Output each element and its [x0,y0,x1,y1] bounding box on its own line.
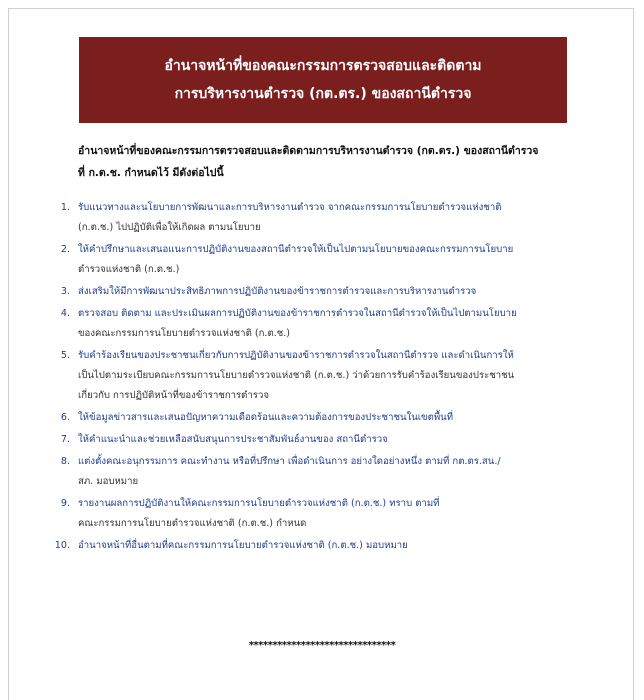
duty-number: 4. [60,308,70,319]
intro-paragraph [78,140,578,184]
duty-text [78,452,586,492]
duty-text-line: รับแนวทางและนโยบายการพัฒนาและการบริหารงานตำรวจ จากคณะกรรมการนโยบายตำรวจแห่งชาติ [78,202,502,213]
duty-item [46,198,586,238]
end-separator: ******************************* [248,640,396,651]
duty-text [78,282,586,302]
duty-text-line: รับคำร้องเรียนของประชาชนเกี่ยวกับการปฏิบัติงานของข้าราชการตำรวจในสถานีตำรวจ และดำเนินการให้ [78,350,514,361]
duty-item [46,408,586,428]
duty-text-line: ส่งเสริมให้มีการพัฒนาประสิทธิภาพการปฏิบัติงานของข้าราชการตำรวจและการบริหารงานตำรวจ [78,286,477,297]
duty-item [46,304,586,344]
duty-number: 6. [60,412,70,423]
duty-text-line: อำนาจหน้าที่อื่นตามที่คณะกรรมการนโยบายตำรวจแห่งชาติ (ก.ต.ช.) มอบหมาย [78,540,408,551]
duty-text-line: ให้ข้อมูลข่าวสารและเสนอปัญหาความเดือดร้อนและความต้องการของประชาชนในเขตพื้นที่ [78,412,454,423]
duty-item [46,536,586,556]
duty-item [46,346,586,406]
duty-item [46,240,586,280]
duty-text [78,240,586,280]
duty-text-line: รายงานผลการปฏิบัติงานให้คณะกรรมการนโยบายตำรวจแห่งชาติ (ก.ต.ช.) ทราบ ตามที่ [78,498,440,509]
intro-line-2: ที่ ก.ต.ช. กำหนดไว้ มีดังต่อไปนี้ [78,167,224,179]
duty-number: 7. [60,434,70,445]
duties-list [46,198,586,558]
duty-text-line: เกี่ยวกับ การปฏิบัติหน้าที่ของข้าราชการตำรวจ [78,390,269,401]
duty-text [78,198,586,238]
duty-text-line: ให้คำปรึกษาและเสนอแนะการปฏิบัติงานของสถานีตำรวจให้เป็นไปตามนโยบายของคณะกรรมการนโยบาย [78,244,514,255]
duty-text [78,494,586,534]
duty-text [78,430,586,450]
duty-text-line: สภ. มอบหมาย [78,476,139,487]
duty-text-line: แต่งตั้งคณะอนุกรรมการ คณะทำงาน หรือที่ปรึกษา เพื่อดำเนินการ อย่างใดอย่างหนึ่ง ตามที่ กต.ตร.สน./ [78,456,501,467]
duty-text-line: ให้คำแนะนำและช่วยเหลือสนับสนุนการประชาสัมพันธ์งานของ สถานีตำรวจ [78,434,388,445]
duty-number: 2. [60,244,70,255]
duty-item [46,430,586,450]
duty-number: 3. [60,286,70,297]
title-line-2: การบริหารงานตำรวจ (กต.ตร.) ของสถานีตำรวจ [174,86,472,102]
intro-line-1: อำนาจหน้าที่ของคณะกรรมการตรวจสอบและติดตามการบริหารงานตำรวจ (กต.ตร.) ของสถานีตำรวจ [78,145,539,157]
duty-text-line: ตรวจสอบ ติดตาม และประเมินผลการปฏิบัติงานของข้าราชการตำรวจในสถานีตำรวจให้เป็นไปตามนโยบาย [78,308,517,319]
duty-text-line: ของคณะกรรมการนโยบายตำรวจแห่งชาติ (ก.ต.ช.) [78,328,291,339]
duty-number: 10. [54,540,70,551]
duty-text-line: คณะกรรมการนโยบายตำรวจแห่งชาติ (ก.ต.ช.) กำหนด [78,518,307,529]
duty-text [78,304,586,344]
duty-text [78,346,586,406]
duty-item [46,494,586,534]
duty-text-line: ตำรวจแห่งชาติ (ก.ต.ช.) [78,264,180,275]
duty-number: 1. [60,202,70,213]
duty-text [78,536,586,556]
title-line-1: อำนาจหน้าที่ของคณะกรรมการตรวจสอบและติดตาม [164,58,482,74]
duty-text-line: (ก.ต.ช.) ไปปฏิบัติเพื่อให้เกิดผล ตามนโยบาย [78,222,261,233]
duty-number: 9. [60,498,70,509]
title-banner [79,37,567,123]
duty-item [46,282,586,302]
duty-number: 8. [60,456,70,467]
duty-text-line: เป็นไปตามระเบียบคณะกรรมการนโยบายตำรวจแห่งชาติ (ก.ต.ช.) ว่าด้วยการรับคำร้องเรียนของประชาชน [78,370,515,381]
duty-number: 5. [60,350,70,361]
duty-text [78,408,586,428]
duty-item [46,452,586,492]
